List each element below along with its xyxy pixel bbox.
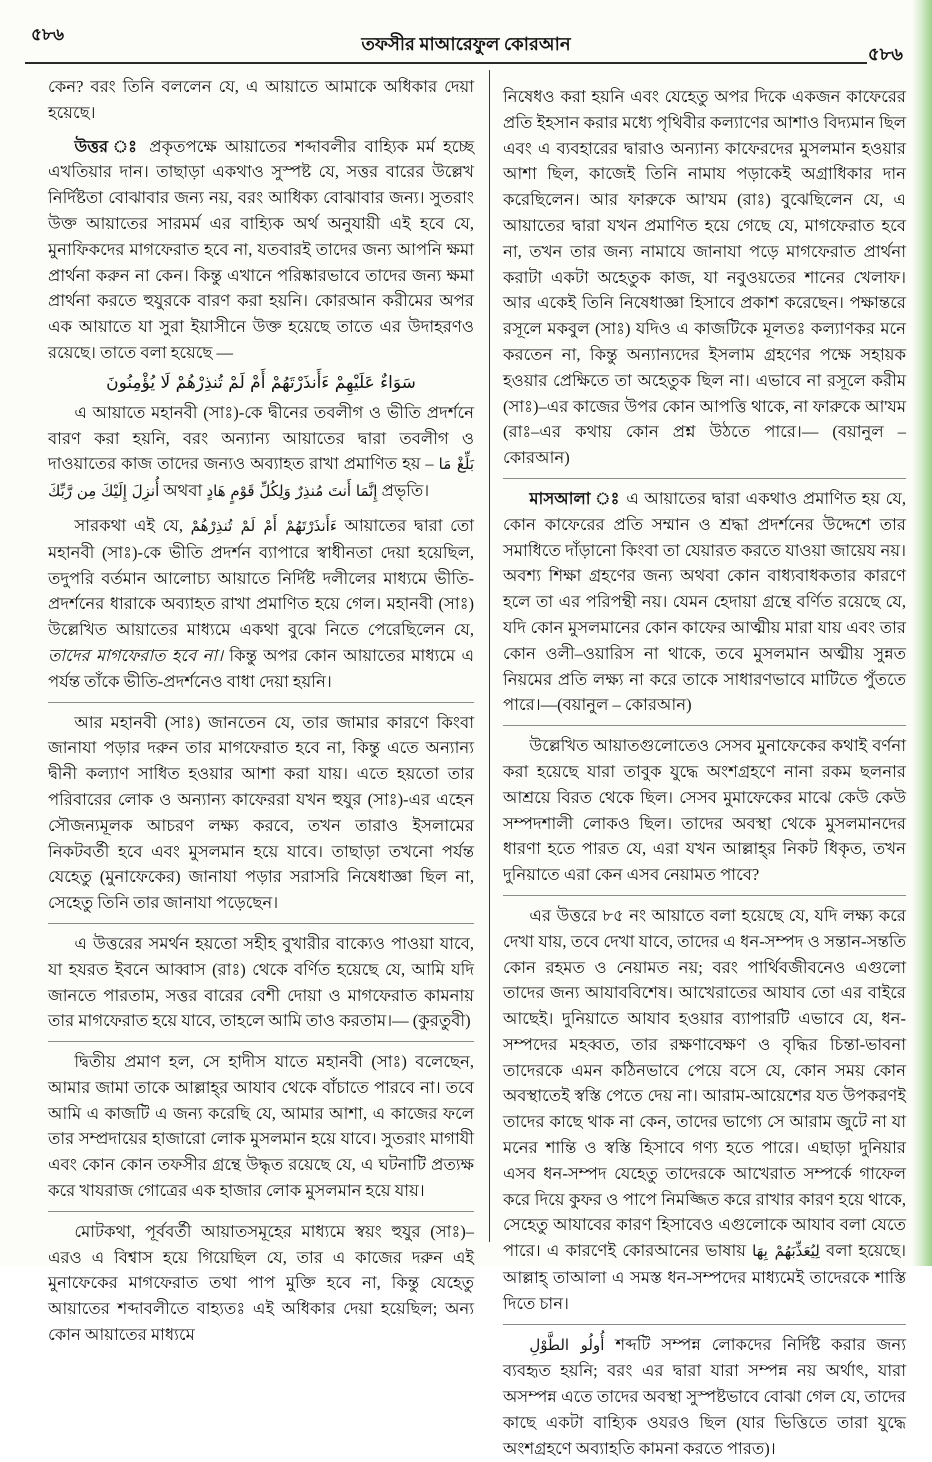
left-paragraph-5: আর মহানবী (সাঃ) জানতেন যে, তার জামার কারণে কিংবা জানাযা পড়ার দরুন তার মাগফেরাত হবে না, কিন্তু এতে অন্যান্য দ্বীনী কল্যাণ সাধিত হওয়ার আশা করা যায়। এতে হয়তো তার পরিবারের লোক ও অন্যান্য কাফেররা যখন হুযুর (সাঃ)-এর এহেন সৌজন্যমূলক আচরণ লক্ষ্য করবে, তখন তারাও ইসলামের নিকটবর্তী হবে এবং মুসলমান হয়ে যাবে। তাছাড়া তখনো পর্যন্ত যেহেতু (মুনাফেকের) জানাযা পড়ার সরাসরি নিষেধাজ্ঞা ছিল না, সেহেতু তিনি তার জানাযা পড়েছেন। bbox=[48, 702, 474, 916]
left-paragraph-8: মোটকথা, পূর্ববর্তী আয়াতসমূহের মাধ্যমে স্বয়ং হুযুর (সাঃ)– এরও এ বিশ্বাস হয়ে গিয়েছিল যে, তার এ কাজের দরুন এই মুনাফেকের মাগফেরাত তথা পাপ মুক্তি হবে না, কিন্তু যেহেতু আয়াতের শব্দাবলীতে বাহ্যতঃ এই অধিকার দেয়া হয়েছিল; অন্য কোন আয়াতের মাধ্যমে bbox=[48, 1211, 474, 1348]
left-paragraph-3-text-1: এ আয়াতে মহানবী (সাঃ)-কে দ্বীনের তবলীগ ও ভীতি প্রদর্শনে বারণ করা হয়নি, বরং অন্যান্য আয়াতের দ্বারা তবলীগ ও দাওয়াতের কাজ তাদের জন্যও অব্যাহত রাখা প্রমাণিত হয় – bbox=[48, 402, 474, 474]
left-paragraph-3 bbox=[48, 400, 474, 505]
running-title: তফসীর মাআরেফুল কোরআন bbox=[361, 34, 571, 54]
arabic-inline-verse-2: إِنَّمَا أَنتَ مُنذِرٌ وَلِكُلِّ قَوْمٍ هَادٍ bbox=[206, 482, 378, 501]
left-paragraph-3-text-3: প্রভৃতি। bbox=[381, 481, 430, 501]
right-paragraph-5-text: শব্দটি সম্পন্ন লোকদের নির্দিষ্ট করার জন্য ব্যবহৃত হয়নি; বরং এর দ্বারা যারা সম্পন্ন নয় অর্থাৎ, যারা অসম্পন্ন এতে তাদের অবস্থা সুস্পষ্টভাবে বোঝা গেল যে, তাদের কাছে একটা বাহ্যিক ওযরও ছিল (যার ভিত্তিতে তারা যুদ্ধে অংশগ্রহণে অব্যাহতি কামনা করতে পারত)। bbox=[503, 1334, 906, 1458]
left-paragraph-6: এ উত্তরের সমর্থন হয়তো সহীহ বুখারীর বাক্যেও পাওয়া যাবে, যা হযরত ইবনে আব্বাস (রাঃ) থেকে বর্ণিত হয়েছে যে, আমি যদি জানতে পারতাম, সত্তর বারের বেশী দোয়া ও মাগফেরাত কামনায় তার মাগফেরাত হয়ে যাবে, তাহলে আমি তাও করতাম।— (কুরতুবী) bbox=[48, 923, 474, 1034]
right-paragraph-2-text: এ আয়াতের দ্বারা একথাও প্রমাণিত হয় যে, কোন কাফেরের প্রতি সম্মান ও শ্রদ্ধা প্রদর্শনের উদ্দেশে তার সমাধিতে দাঁড়ানো কিংবা তা যেয়ারত করতে যাওয়া জায়েয নয়। অবশ্য শিক্ষা গ্রহণের জন্য অথবা কোন বাধ্যবাধকতার কারণে হলে তা এর পরিপন্থী নয়। যেমন হেদায়া গ্রন্থে বর্ণিত রয়েছে যে, যদি কোন মুসলমানের কোন কাফের আত্মীয় মারা যায় এবং তার কোন ওলী–ওয়ারিস না থাকে, তবে মুসলমান অত্মীয় সুন্নত নিয়মের প্রতি লক্ষ্য না করে তাকে সাধারণভাবে মাটিতে পুঁততে পারে।—(বয়ানুল – কোরআন) bbox=[503, 488, 906, 715]
left-paragraph-4-text-3: কিন্তু অপর কোন আয়াতের মাধ্যমে এ পর্যন্ত তাঁকে ভীতি-প্রদর্শনেও বাধা দেয়া হয়নি। bbox=[48, 645, 474, 691]
left-paragraph-2-text: প্রকৃতপক্ষে আয়াতের শব্দাবলীর বাহ্যিক মর্ম হচ্ছে এখতিয়ার দান। তাছাড়া একথাও সুস্পষ্ট যে, সত্তর বারের উল্লেখ নির্দিষ্টতা বোঝাবার জন্য নয়, বরং আধিক্য বোঝাবার জন্য। সুতরাং উক্ত আয়াতের সারমর্ম এর বাহ্যিক অর্থ অনুযায়ী এই হবে যে, মুনাফিকদের মাগফেরাত হবে না, যতবারই তাদের জন্য আপনি ক্ষমা প্রার্থনা করুন না কেন। কিন্তু এখানে পরিষ্কারভাবে তাদের জন্য ক্ষমা প্রার্থনা করতে হুযুরকে বারণ করা হয়নি। কোরআন করীমের অপর এক আয়াতে যা সুরা ইয়াসীনে উক্ত হয়েছে তাতে এর উদাহরণও রয়েছে। তাতে বলা হয়েছে — bbox=[48, 136, 475, 362]
page-number-right: ৫৮৬ bbox=[867, 44, 903, 64]
column-divider bbox=[489, 70, 490, 1242]
left-paragraph-4 bbox=[48, 513, 474, 695]
left-paragraph-1: কেন? বরং তিনি বললেন যে, এ আয়াতে আমাকে অধিকার দেয়া হয়েছে। bbox=[48, 77, 474, 122]
left-column bbox=[48, 74, 475, 1345]
right-column bbox=[503, 84, 907, 1458]
left-paragraph-2 bbox=[48, 134, 474, 366]
right-paragraph-4-text-1: এর উত্তরে ৮৫ নং আয়াতে বলা হয়েছে যে, যদি লক্ষ্য করে দেখা যায়, তবে দেখা যাবে, তাদের এ ধন-সম্পদ ও সন্তান-সন্ততি কোন রহমত ও নেয়ামত নয়; বরং পার্থিবজীবনেও এগুলো তাদের জন্য আযাববিশেষ। আখেরাতের আযাব তো এর বাইরে আছেই। দুনিয়াতে আযাব হওয়ার ব্যাপারটি এভাবে যে, ধন-সম্পদের মহব্বত, তার রক্ষণাবেক্ষণ ও বৃদ্ধির চিন্তা-ভাবনা তাদেরকে এমন কঠিনভাবে পেয়ে বসে যে, কোন সময় কোন অবস্থাতেই স্বস্তি পেতে দেয় না। আরাম-আয়েশের যত উপকরণই তাদের কাছে থাক না কেন, তাদের ভাগ্যে সে আরাম জুটে না যা মনের শান্তি ও স্বস্তি হিসাবে গণ্য হতে পারে। এছাড়া দুনিয়ার এসব ধন-সম্পদ যেহেতু তাদেরকে আখেরাত সম্পর্কে গাফেল করে দিয়ে কুফর ও পাপে নিমজ্জিত করে রাখার কারণ হয়ে থাকে, সেহেতু আযাবের কারণ হিসাবেও এগুলোকে আযাব বলা যেতে পারে। এ কারণেই কোরআনের ভাষায় bbox=[503, 905, 906, 1261]
page-header bbox=[25, 18, 907, 68]
answer-label: উত্তর ঃ bbox=[74, 136, 142, 156]
arabic-verse-yasin: سَوَاءٌ عَلَيْهِمْ ءَأَنذَرْتَهُمْ أَمْ لَمْ تُنذِرْهُمْ لَا يُؤْمِنُونَ bbox=[106, 372, 416, 393]
left-paragraph-7: দ্বিতীয় প্রমাণ হল, সে হাদীস যাতে মহানবী (সাঃ) বলেছেন, আমার জামা তাকে আল্লাহ্‌র আযাব থেকে বাঁচাতে পারবে না। তবে আমি এ কাজটি এ জন্য করেছি যে, আমার আশা, এ কাজের ফলে তার সম্প্রদায়ের হাজারো লোক মুসলমান হয়ে যাবে। সুতরাং মাগাযী এবং কোন কোন তফসীর গ্রন্থে উদ্ধৃত রয়েছে যে, এ ঘটনাটি প্রত্যক্ষ করে খাযরাজ গোত্রের এক হাজার লোক মুসলমান হয়ে যায়। bbox=[48, 1041, 474, 1204]
page-number-left: ৫৮৬ bbox=[31, 25, 65, 44]
right-paragraph-4 bbox=[503, 895, 906, 1317]
right-paragraph-4-text-2: বলা হয়েছে। আল্লাহ্ তাআলা এ সমস্ত ধন-সম্পদের মাধ্যমেই তাদেরকে শাস্তি দিতে চান। bbox=[503, 1241, 907, 1313]
page-edge bbox=[912, 0, 932, 1266]
left-paragraph-3-text-2: অথবা bbox=[163, 481, 203, 501]
arabic-inline-verse-4: لِيُعَذِّبَهُمْ بِهَا bbox=[752, 1242, 820, 1261]
right-paragraph-1: নিষেধও করা হয়নি এবং যেহেতু অপর দিকে একজন কাফেরের প্রতি ইহসান করার মধ্যে পৃথিবীর কল্যাণের আশাও বিদ্যমান ছিল এবং এ ব্যবহারের দ্বারাও অন্যান্য কাফেরদের মুসলমান হওয়ার আশা ছিল, কাজেই তিনি নামায পড়াকেই অগ্রাধিকার দান করেছিলেন। আর ফারুকে আ'যম (রাঃ) বুঝেছিলেন যে, এ আয়াতের দ্বারা যখন প্রমাণিত হয়ে গেছে যে, মাগফেরাত হবে না, তখন তার জন্য নামাযে জানাযা পড়ে মাগফেরাত প্রার্থনা করাটা একটা অহেতুক কাজ, যা নবুওয়তের শানের খেলাফ। আর একেই তিনি নিষেধাজ্ঞা হিসাবে প্রকাশ করেছেন। পক্ষান্তরে রসূলে মকবুল (সাঃ) যদিও এ কাজটিকে মূলতঃ কল্যাণকর মনে করতেন না, কিন্তু অন্যান্যদের ইসলাম গ্রহণের পক্ষে সহায়ক হওয়ার প্রেক্ষিতে তা অহেতুক ছিল না। এভাবে না রসূলে করীম (সাঃ)–এর কাজের উপর কোন আপত্তি থাকে, না ফারুকে আ'যম (রাঃ–এর কথায় কোন প্রশ্ন উঠতে পারে।— (বয়ানুল – কোরআন) bbox=[503, 87, 906, 468]
left-paragraph-4-text-2: আয়াতের দ্বারা তো মহানবী (সাঃ)-কে ভীতি প্রদর্শন ব্যাপারে স্বাধীনতা দেয়া হয়েছিল, তদুপরি বর্তমান আলোচ্য আয়াতে নির্দিষ্ট দলীলের মাধ্যমে ভীতি-প্রদর্শনের ধারাকে অব্যাহত রাখা প্রমাণিত হয়ে গেল। মহানবী (সাঃ) উল্লেখিত আয়াতের মাধ্যমে একথা বুঝে নিতে পেরেছিলেন যে, bbox=[48, 515, 475, 640]
right-paragraph-3: উল্লেখিত আয়াতগুলোতেও সেসব মুনাফেকের কথাই বর্ণনা করা হয়েছে যারা তাবুক যুদ্ধে অংশগ্রহণে নানা রকম ছলনার আশ্রয়ে বিরত থেকে ছিল। সেসব মুমাফেকের মাঝে কেউ কেউ সম্পদশালী লোকও ছিল। তাদের অবস্থা থেকে মুসলমানদের ধারণা হতে পারত যে, এরা যখন আল্লাহ্‌র নিকট ধিকৃত, তখন দুনিয়াতে এরা কেন এসব নেয়ামত পাবে? bbox=[503, 725, 906, 888]
header-rule bbox=[25, 62, 867, 64]
arabic-inline-verse-5: أُولُو الطَّوْلِ bbox=[529, 1335, 605, 1354]
arabic-inline-verse-1: بَلِّغْ مَا أُنزِلَ إِلَيْكَ مِن رَّبِّكَ bbox=[48, 455, 475, 501]
right-paragraph-5 bbox=[503, 1324, 906, 1462]
left-paragraph-4-text-1: সারকথা এই যে, bbox=[74, 515, 183, 535]
masala-label: মাসআলা ঃ bbox=[529, 488, 621, 508]
left-paragraph-4-emphasis: তাদের মাগফেরাত হবে না। bbox=[48, 645, 224, 665]
arabic-inline-verse-3: ءَأَنذَرْتَهُمْ أَمْ لَمْ تُنذِرْهُمْ bbox=[190, 516, 337, 535]
right-paragraph-2 bbox=[503, 478, 906, 718]
